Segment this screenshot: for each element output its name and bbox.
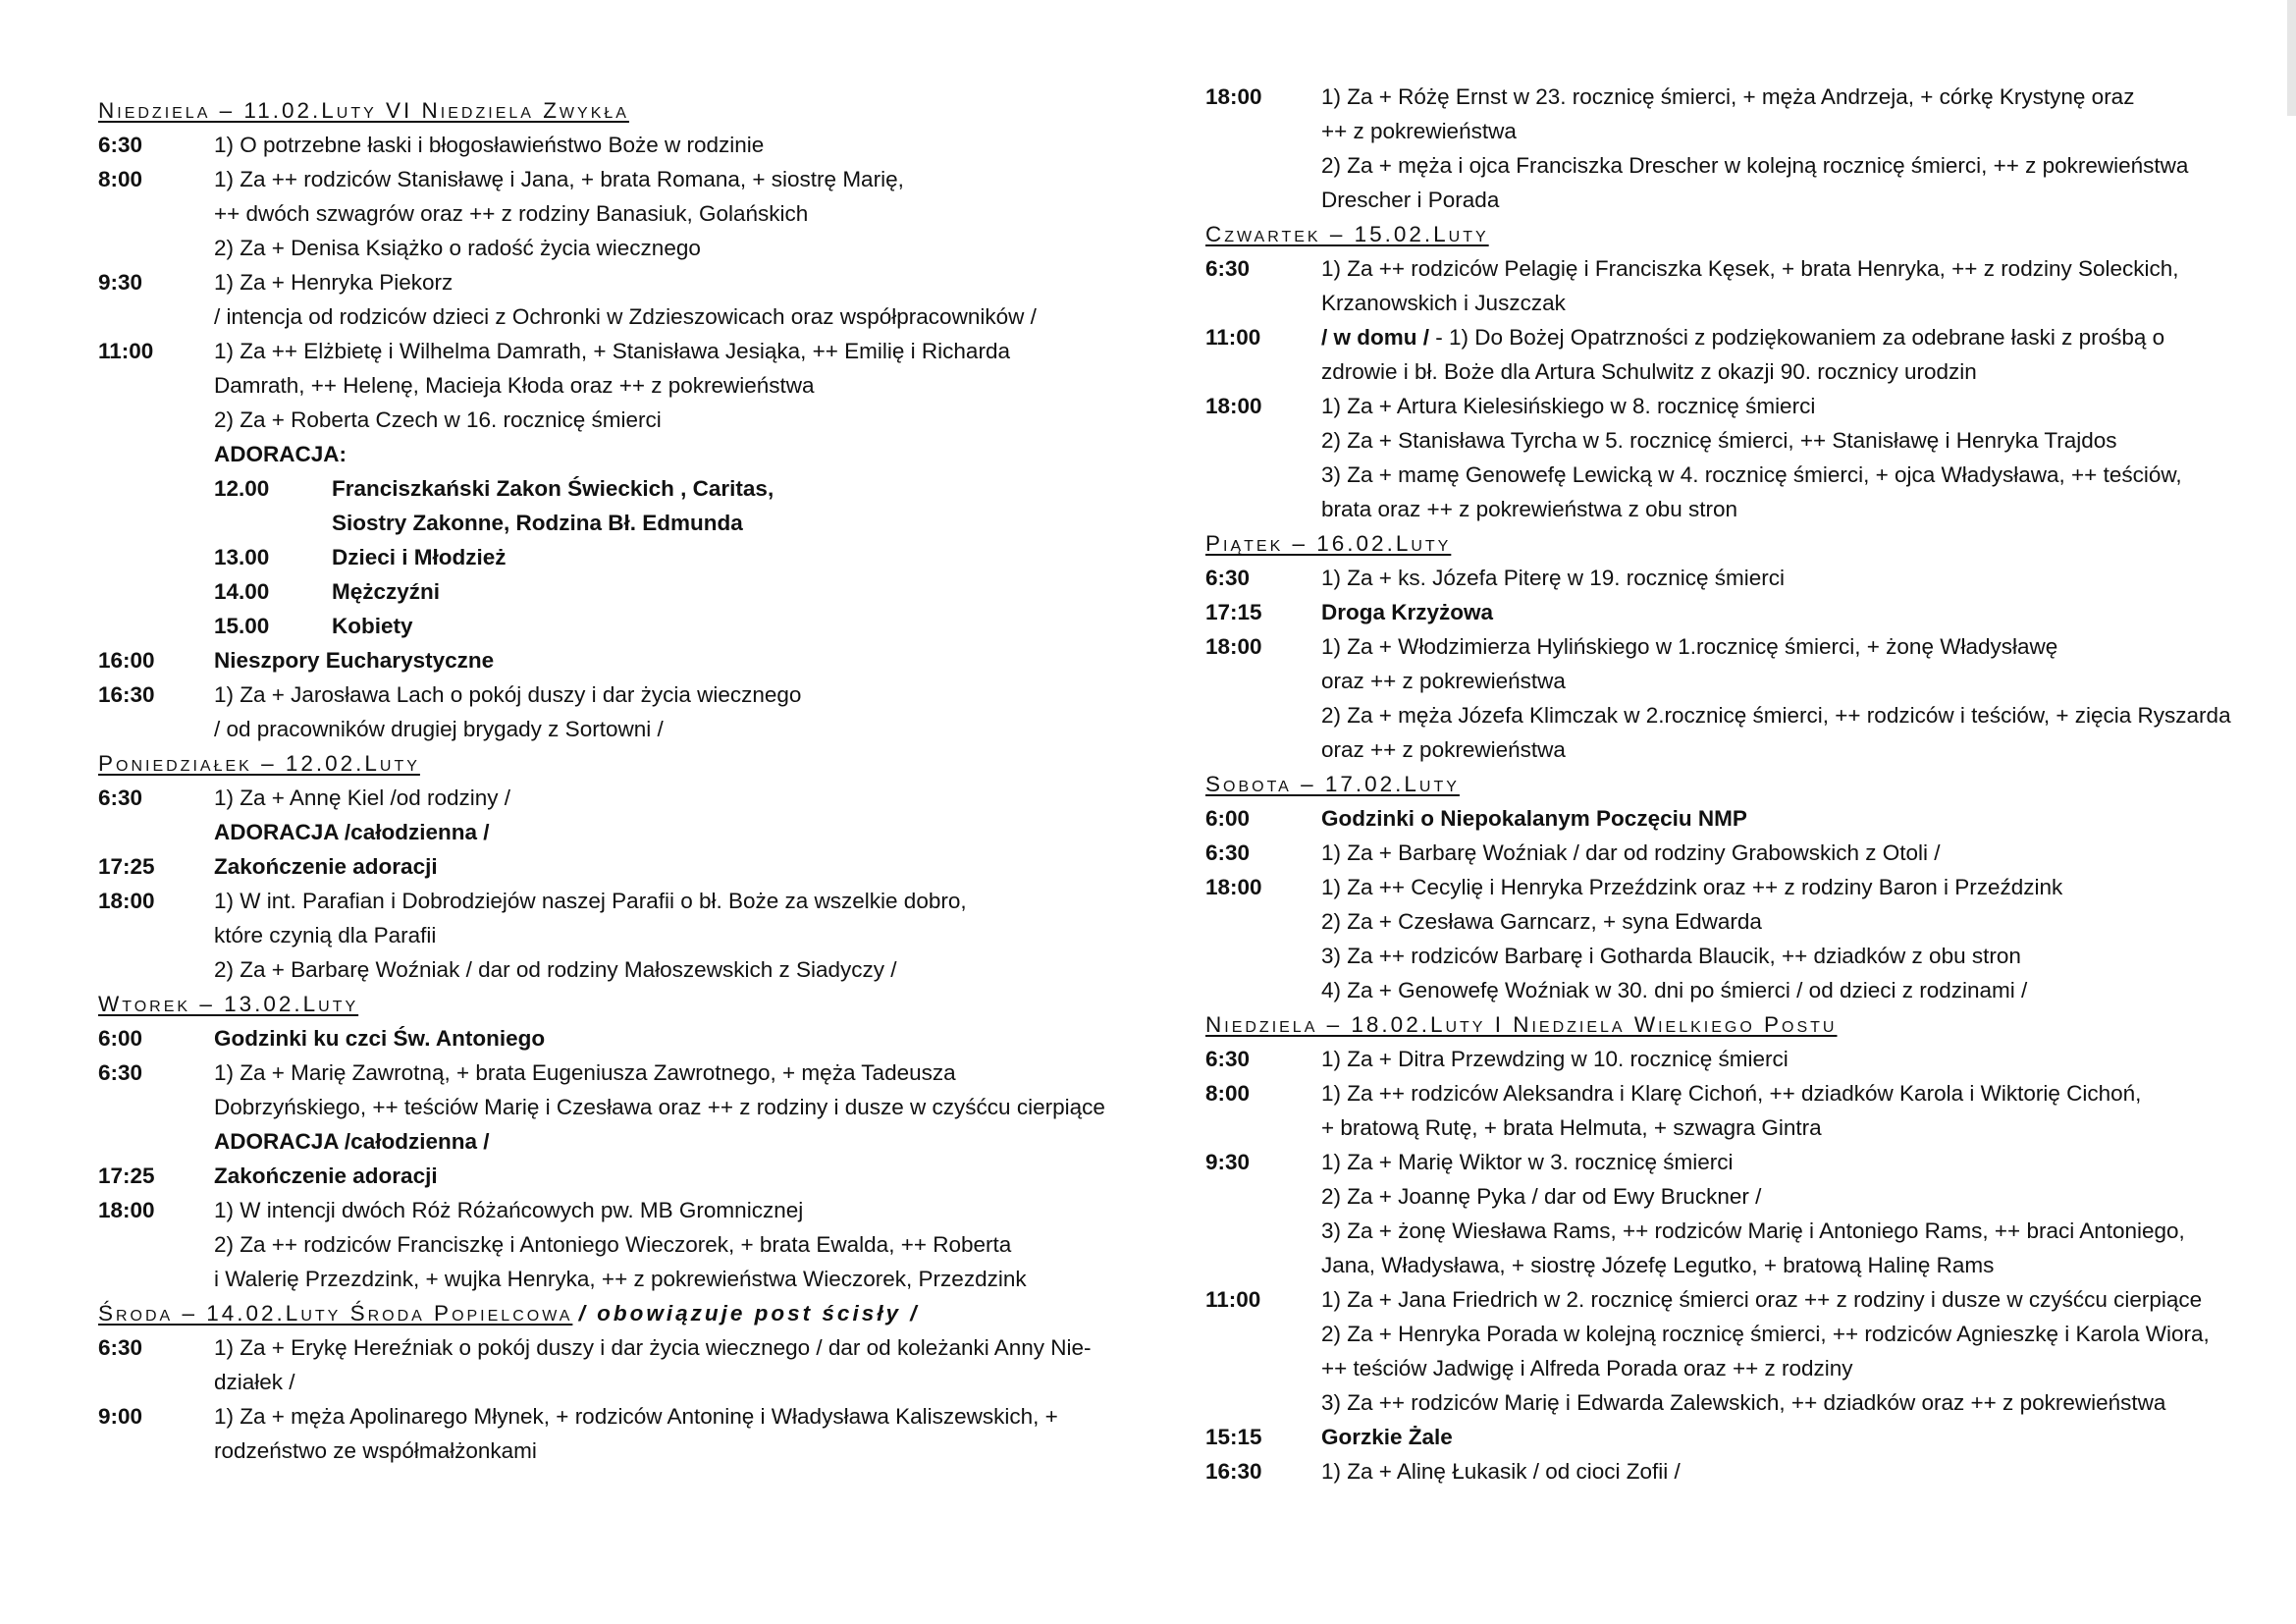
mass-intention: Dobrzyńskiego, ++ teściów Marię i Czesława oraz ++ z rodziny i dusze w czyśćcu cierpiące: [214, 1095, 1105, 1119]
mass-intention: Godzinki o Niepokalanym Poczęciu NMP: [1321, 806, 1747, 831]
mass-intention: które czynią dla Parafii: [214, 923, 437, 947]
day-heading-label: Niedziela – 11.02.Luty VI Niedziela Zwykła: [98, 98, 629, 123]
day-heading-label: Wtorek – 13.02.Luty: [98, 992, 359, 1016]
mass-time: 8:00: [1205, 1081, 1251, 1106]
mass-intention: zdrowie i bł. Boże dla Artura Schulwitz z okazji 90. rocznicy urodzin: [1321, 359, 1977, 384]
day-heading: [98, 992, 358, 1026]
mass-intention: Zakończenie adoracji: [214, 854, 438, 879]
mass-intention: 1) Za + Różę Ernst w 23. rocznicę śmierci, + męża Andrzeja, + córkę Krystynę oraz: [1321, 84, 2135, 109]
mass-intention: 2) Za + Barbarę Woźniak / dar od rodziny Małoszewskich z Siadyczy /: [214, 957, 897, 982]
mass-intention: 1) W intencji dwóch Róż Różańcowych pw. MB Gromnicznej: [214, 1198, 804, 1222]
day-heading: [98, 751, 420, 785]
mass-intention: 1) Za + Marię Zawrotną, + brata Eugeniusza Zawrotnego, + męża Tadeusza: [214, 1060, 956, 1085]
mass-time: 6:30: [1205, 840, 1251, 865]
mass-intention: 1) Za + Artura Kielesińskiego w 8. rocznicę śmierci: [1321, 394, 1816, 418]
mass-intention: 1) Za + Barbarę Woźniak / dar od rodziny Grabowskich z Otoli /: [1321, 840, 1941, 865]
mass-time: 18:00: [1205, 875, 1262, 899]
day-heading: [1205, 531, 1451, 566]
mass-intention: 2) Za + Czesława Garncarz, + syna Edwarda: [1321, 909, 1762, 934]
mass-time: 9:30: [98, 270, 143, 295]
mass-intention: 4) Za + Genowefę Woźniak w 30. dni po śmierci / od dzieci z rodzinami /: [1321, 978, 2028, 1002]
mass-intention: Krzanowskich i Juszczak: [1321, 291, 1566, 315]
day-heading-label: Środa – 14.02.Luty Środa Popielcowa: [98, 1301, 573, 1326]
mass-intention: rodzeństwo ze współmałżonkami: [214, 1438, 537, 1463]
mass-time: 18:00: [98, 889, 155, 913]
mass-intention: / od pracowników drugiej brygady z Sortowni /: [214, 717, 664, 741]
day-heading-label: Poniedziałek – 12.02.Luty: [98, 751, 420, 776]
adoration-group: Mężczyźni: [332, 579, 441, 604]
mass-intention: działek /: [214, 1370, 295, 1394]
mass-time: 16:00: [98, 648, 155, 673]
mass-time: 18:00: [1205, 394, 1262, 418]
mass-intention: ++ teściów Jadwigę i Alfreda Porada oraz ++ z rodziny: [1321, 1356, 1853, 1380]
home-mass-marker: / w domu /: [1321, 325, 1429, 350]
mass-time: 18:00: [98, 1198, 155, 1222]
mass-intention: 1) W int. Parafian i Dobrodziejów naszej Parafii o bł. Boże za wszelkie dobro,: [214, 889, 967, 913]
mass-intention: Droga Krzyżowa: [1321, 600, 1494, 624]
mass-intention: 1) Za + Ditra Przewdzing w 10. rocznicę śmierci: [1321, 1047, 1789, 1071]
mass-intention: 2) Za + Henryka Porada w kolejną rocznicę śmierci, ++ rodziców Agnieszkę i Karola Wiora,: [1321, 1322, 2210, 1346]
mass-intention: 1) Za ++ Cecylię i Henryka Przeździnk oraz ++ z rodziny Baron i Przeździnk: [1321, 875, 2063, 899]
mass-time: 6:30: [98, 785, 143, 810]
mass-intention: Drescher i Porada: [1321, 188, 1500, 212]
mass-intention: 2) Za + Roberta Czech w 16. rocznicę śmierci: [214, 407, 662, 432]
mass-intention: oraz ++ z pokrewieństwa: [1321, 737, 1566, 762]
mass-intention: 1) Za + Alinę Łukasik / od cioci Zofii /: [1321, 1459, 1681, 1484]
mass-intention: ++ dwóch szwagrów oraz ++ z rodziny Banasiuk, Golańskich: [214, 201, 809, 226]
mass-intention: + bratową Rutę, + brata Helmuta, + szwagra Gintra: [1321, 1115, 1822, 1140]
mass-intention: 1) Za ++ Elżbietę i Wilhelma Damrath, + Stanisława Jesiąka, ++ Emilię i Richarda: [214, 339, 1010, 363]
mass-intention: 1) Za + Henryka Piekorz: [214, 270, 454, 295]
mass-intention: 1) Za + Włodzimierza Hylińskiego w 1.rocznicę śmierci, + żonę Władysławę: [1321, 634, 2058, 659]
day-heading-label: Niedziela – 18.02.Luty I Niedziela Wielkiego Postu: [1205, 1012, 1838, 1037]
mass-time: 6:30: [98, 133, 143, 157]
day-heading: [98, 1301, 919, 1335]
mass-intention: 1) Za + męża Apolinarego Młynek, + rodziców Antoninę i Władysława Kaliszewskich, +: [214, 1404, 1058, 1429]
mass-intention: 2) Za + Stanisława Tyrcha w 5. rocznicę śmierci, ++ Stanisławę i Henryka Trajdos: [1321, 428, 2117, 453]
day-heading: [98, 98, 629, 133]
mass-time: 8:00: [98, 167, 143, 191]
mass-time: 17:15: [1205, 600, 1262, 624]
mass-intention: 2) Za ++ rodziców Franciszkę i Antoniego Wieczorek, + brata Ewalda, ++ Roberta: [214, 1232, 1012, 1257]
day-heading: [1205, 772, 1460, 806]
fasting-note: / obowiązuje post ścisły /: [578, 1301, 920, 1326]
mass-time: 6:30: [98, 1060, 143, 1085]
mass-intention: 1) Za ++ rodziców Aleksandra i Klarę Cichoń, ++ dziadków Karola i Wiktorię Cichoń,: [1321, 1081, 2142, 1106]
adoration-group: Kobiety: [332, 614, 413, 638]
mass-intention: oraz ++ z pokrewieństwa: [1321, 669, 1566, 693]
adoration-time: 12.00: [214, 476, 270, 501]
mass-intention: ++ z pokrewieństwa: [1321, 119, 1517, 143]
day-heading-label: Czwartek – 15.02.Luty: [1205, 222, 1489, 246]
mass-time: 16:30: [1205, 1459, 1262, 1484]
mass-time: 11:00: [1205, 325, 1261, 350]
mass-intention: 1) Za + Jana Friedrich w 2. rocznicę śmierci oraz ++ z rodziny i dusze w czyśćcu cierpiące: [1321, 1287, 2203, 1312]
mass-time: 6:30: [1205, 566, 1251, 590]
mass-time: 6:30: [98, 1335, 143, 1360]
adoration-group: Dzieci i Młodzież: [332, 545, 507, 569]
scrollbar-edge[interactable]: [2287, 0, 2296, 116]
day-heading-label: Piątek – 16.02.Luty: [1205, 531, 1452, 556]
mass-time: 11:00: [1205, 1287, 1261, 1312]
mass-time: 18:00: [1205, 84, 1262, 109]
adoration-group: Franciszkański Zakon Świeckich , Caritas,: [332, 476, 774, 501]
mass-time: 11:00: [98, 339, 154, 363]
mass-intention: Jana, Władysława, + siostrę Józefę Legutko, + bratową Halinę Rams: [1321, 1253, 1995, 1277]
mass-time: 16:30: [98, 682, 155, 707]
mass-intention: 1) Za + ks. Józefa Piterę w 19. rocznicę śmierci: [1321, 566, 1786, 590]
mass-intention: 2) Za + męża Józefa Klimczak w 2.rocznicę śmierci, ++ rodziców i teściów, + zięcia Ryszarda: [1321, 703, 2231, 728]
mass-intention: 2) Za + Denisa Książko o radość życia wiecznego: [214, 236, 701, 260]
adoration-group: Siostry Zakonne, Rodzina Bł. Edmunda: [332, 511, 743, 535]
adoration-title-text: ADORACJA:: [214, 442, 347, 466]
day-heading: [1205, 222, 1489, 256]
day-heading: [1205, 1012, 1838, 1047]
mass-intention: / intencja od rodziców dzieci z Ochronki w Zdzieszowicach oraz współpracowników /: [214, 304, 1037, 329]
mass-intention: 1) Za ++ rodziców Stanisławę i Jana, + brata Romana, + siostrę Marię,: [214, 167, 904, 191]
mass-time: 9:00: [98, 1404, 143, 1429]
mass-intention: i Walerię Przezdzink, + wujka Henryka, ++ z pokrewieństwa Wieczorek, Przezdzink: [214, 1267, 1027, 1291]
mass-intention: Damrath, ++ Helenę, Macieja Kłoda oraz ++ z pokrewieństwa: [214, 373, 815, 398]
mass-time: 6:00: [1205, 806, 1251, 831]
mass-intention: / w domu / - 1) Do Bożej Opatrzności z podziękowaniem za odebrane łaski z prośbą o: [1321, 325, 2165, 350]
mass-intention: 1) Za + Erykę Hereźniak o pokój duszy i dar życia wiecznego / dar od koleżanki Anny Nie-: [214, 1335, 1092, 1360]
mass-intention: 1) Za + Annę Kiel /od rodziny /: [214, 785, 511, 810]
mass-intention: 2) Za + męża i ojca Franciszka Drescher w kolejną rocznicę śmierci, ++ z pokrewieństwa: [1321, 153, 2189, 178]
mass-intention: 3) Za ++ rodziców Barbarę i Gotharda Blaucik, ++ dziadków z obu stron: [1321, 944, 2021, 968]
mass-intention: 2) Za + Joannę Pyka / dar od Ewy Bruckner /: [1321, 1184, 1762, 1209]
mass-intention: 3) Za + żonę Wiesława Rams, ++ rodziców Marię i Antoniego Rams, ++ braci Antoniego,: [1321, 1218, 2185, 1243]
mass-time: 17:25: [98, 854, 155, 879]
mass-intention: 1) Za + Jarosława Lach o pokój duszy i dar życia wiecznego: [214, 682, 802, 707]
mass-intention: 3) Za + mamę Genowefę Lewicką w 4. rocznicę śmierci, + ojca Władysława, ++ teściów,: [1321, 462, 2182, 487]
adoration-time: 14.00: [214, 579, 270, 604]
adoration-time: 13.00: [214, 545, 270, 569]
mass-time: 17:25: [98, 1164, 155, 1188]
mass-intention: 1) Za ++ rodziców Pelagię i Franciszka Kęsek, + brata Henryka, ++ z rodziny Soleckich,: [1321, 256, 2179, 281]
mass-intention: 1) O potrzebne łaski i błogosławieństwo Boże w rodzinie: [214, 133, 765, 157]
mass-time: 6:30: [1205, 1047, 1251, 1071]
mass-intention: ADORACJA /całodzienna /: [214, 820, 490, 844]
day-heading-label: Sobota – 17.02.Luty: [1205, 772, 1460, 796]
mass-intention: ADORACJA /całodzienna /: [214, 1129, 490, 1154]
mass-intention: Nieszpory Eucharystyczne: [214, 648, 495, 673]
mass-time: 9:30: [1205, 1150, 1251, 1174]
mass-intention: brata oraz ++ z pokrewieństwa z obu stron: [1321, 497, 1737, 521]
mass-time: 6:30: [1205, 256, 1251, 281]
mass-intention: Zakończenie adoracji: [214, 1164, 438, 1188]
mass-intention: 1) Za + Marię Wiktor w 3. rocznicę śmierci: [1321, 1150, 1734, 1174]
mass-intention: Godzinki ku czci Św. Antoniego: [214, 1026, 546, 1051]
adoration-time: 15.00: [214, 614, 270, 638]
mass-intention: Gorzkie Żale: [1321, 1425, 1453, 1449]
mass-time: 15:15: [1205, 1425, 1262, 1449]
mass-time: 18:00: [1205, 634, 1262, 659]
mass-time: 6:00: [98, 1026, 143, 1051]
mass-intention: 3) Za ++ rodziców Marię i Edwarda Zalewskich, ++ dziadków oraz ++ z pokrewieństwa: [1321, 1390, 2166, 1415]
